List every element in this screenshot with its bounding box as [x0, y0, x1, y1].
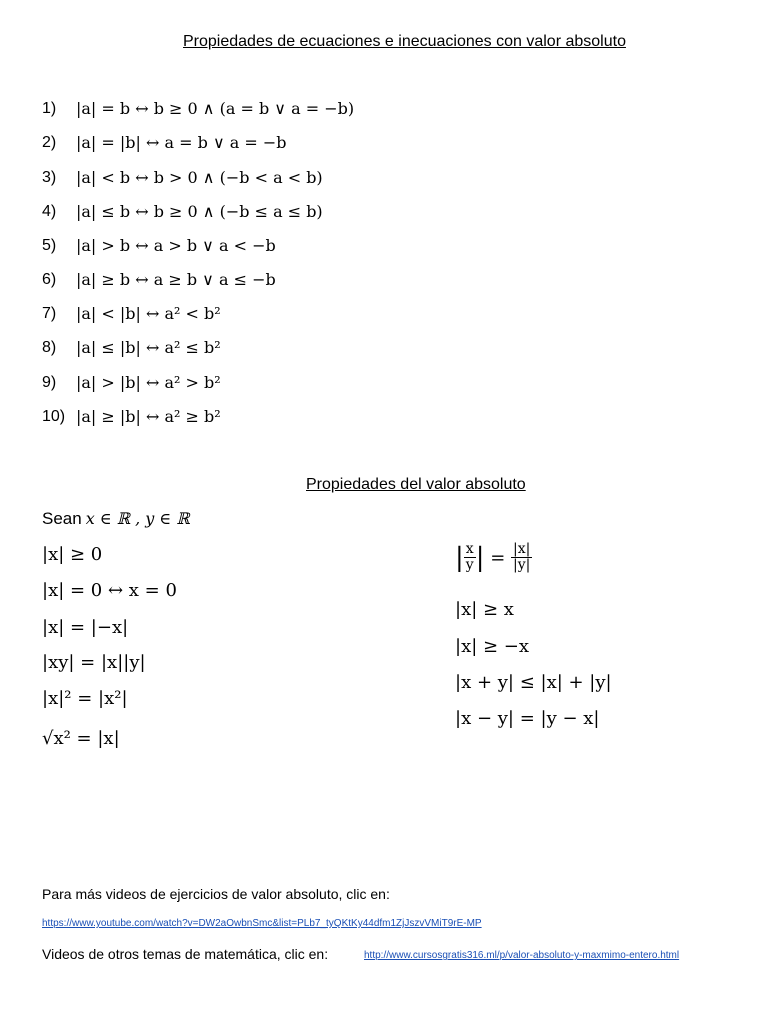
equation-number: 9): [42, 374, 57, 391]
prop-right-3: |x + y| ≤ |x| + |y|: [455, 672, 612, 693]
equation-number: 7): [42, 305, 57, 322]
section-title: Propiedades del valor absoluto: [306, 476, 526, 493]
frac-den: y: [465, 557, 474, 574]
equation-number: 3): [42, 169, 57, 186]
sean-word: Sean: [42, 509, 82, 528]
equation-number: 5): [42, 237, 57, 254]
equation-text: |a| ≤ b ↔ b ≥ 0 ∧ (−b ≤ a ≤ b): [76, 202, 323, 221]
equation-text: |a| > |b| ↔ a² > b²: [76, 373, 221, 392]
frac-rhs-num: |x|: [513, 541, 531, 557]
prop-right-1: |x| ≥ x: [455, 599, 514, 620]
equation-text: |a| = |b| ↔ a = b ∨ a = −b: [76, 133, 287, 152]
frac-rhs-den: |y|: [513, 557, 531, 574]
prop-left-5: |x|² = |x²|: [42, 688, 128, 709]
equation-text: |a| < b ↔ b > 0 ∧ (−b < a < b): [76, 168, 323, 187]
equation-text: |a| < |b| ↔ a² < b²: [76, 304, 221, 323]
prop-left-4: |xy| = |x||y|: [42, 652, 146, 673]
youtube-link[interactable]: https://www.youtube.com/watch?v=DW2aOwbnSmc&list=PLb7_tyQKtKy44dfm1ZjJszvVMiT9rE-MP: [42, 918, 482, 929]
sean-line: [42, 509, 190, 529]
equation-text: |a| > b ↔ a > b ∨ a < −b: [76, 236, 276, 255]
footer-text-1: Para más videos de ejercicios de valor absoluto, clic en:: [42, 886, 390, 902]
prop-left-3: |x| = |−x|: [42, 617, 129, 638]
equation-number: 8): [42, 339, 57, 356]
cursosgratis-link[interactable]: http://www.cursosgratis316.ml/p/valor-absoluto-y-maxmimo-entero.html: [364, 950, 680, 961]
equation-number: 4): [42, 203, 57, 220]
equation-number: 2): [42, 134, 57, 151]
prop-right-4: |x − y| = |y − x|: [455, 708, 600, 729]
prop-fraction: | $\frac{x}{y}$ | = $\frac{|x|}{|y|}$: [455, 541, 531, 574]
prop-left-6: √x² = |x|: [42, 728, 120, 749]
prop-left-2: |x| = 0 ↔ x = 0: [42, 580, 177, 601]
equation-text: |a| ≥ |b| ↔ a² ≥ b²: [76, 407, 221, 426]
equation-text: |a| ≤ |b| ↔ a² ≤ b²: [76, 338, 221, 357]
frac-num: x: [464, 542, 476, 558]
equation-number: 1): [42, 100, 57, 117]
equation-text: |a| ≥ b ↔ a ≥ b ∨ a ≤ −b: [76, 270, 276, 289]
page-title: Propiedades de ecuaciones e inecuaciones con valor absoluto: [183, 33, 626, 50]
sean-math: x ∈ ℝ , y ∈ ℝ: [85, 509, 190, 528]
footer-text-2: Videos de otros temas de matemática, clic en:: [42, 946, 329, 962]
equation-text: |a| = b ↔ b ≥ 0 ∧ (a = b ∨ a = −b): [76, 99, 355, 118]
prop-right-2: |x| ≥ −x: [455, 636, 530, 657]
equation-number: 10): [42, 408, 66, 425]
prop-left-1: |x| ≥ 0: [42, 544, 103, 565]
equation-number: 6): [42, 271, 57, 288]
